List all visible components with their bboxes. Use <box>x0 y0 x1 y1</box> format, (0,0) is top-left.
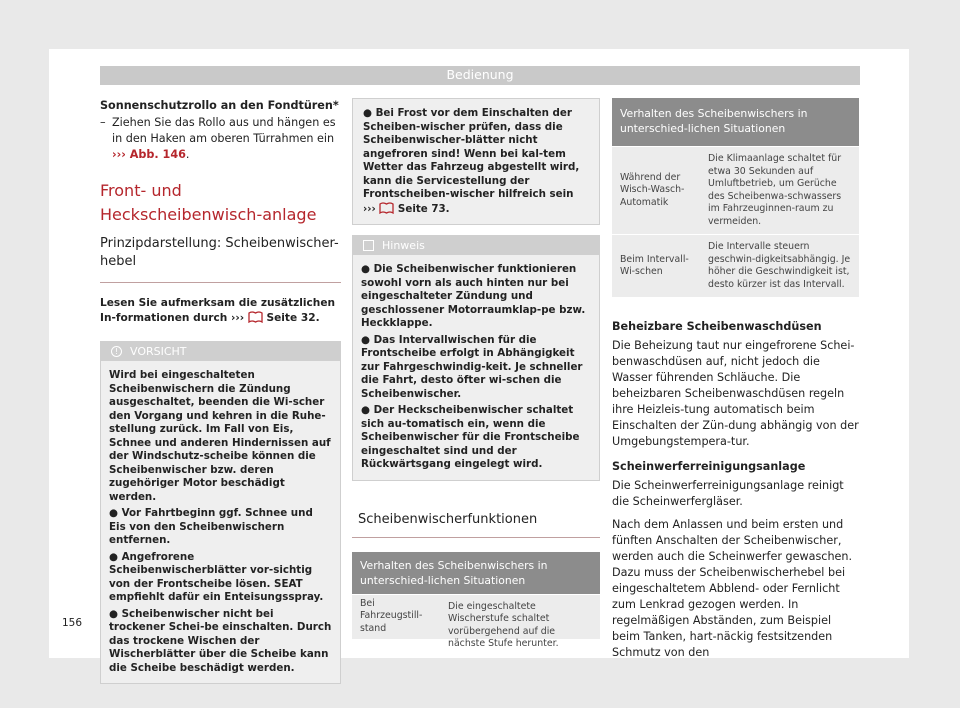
book-icon <box>379 202 394 214</box>
vorsicht-bullet: ● Scheibenwischer nicht bei trockener Schei-be einschalten. Durch das trockene Wischen der Wischerblätter über die Scheibe kann die Scheibe beschädigt werden. <box>109 607 332 674</box>
subsection-title: Prinzipdarstellung: Scheibenwischer-hebel <box>100 235 341 283</box>
table-cell-situation: Während der Wisch-Wasch-Automatik <box>620 171 685 208</box>
heated-nozzles-heading: Beheizbare Scheibenwaschdüsen <box>612 320 822 333</box>
hinweis-bullet: ● Die Scheibenwischer funktionieren sowohl vorn als auch hinten nur bei eingeschalteter Zündung und geschlossener Motorraumklap-pe bzw. Heckklappe. <box>361 263 586 329</box>
page-ref-link[interactable]: Seite 32 <box>266 312 316 324</box>
vorsicht-header <box>101 342 340 361</box>
header-title: Bedienung <box>446 67 514 82</box>
sunshade-heading: Sonnenschutzrollo an den Fondtüren* <box>100 99 339 112</box>
ref-period: . <box>445 202 450 215</box>
intro-text-body: Lesen Sie aufmerksam die zusätzlichen In-formationen durch ››› <box>100 297 336 324</box>
column-right <box>612 98 859 661</box>
exclamation-icon: ! <box>111 346 122 357</box>
vorsicht-bullet: ● Vor Fahrtbeginn ggf. Schnee und Eis von den Scheibenwischern entfernen. <box>109 507 313 546</box>
intro-text <box>100 296 341 326</box>
hinweis-header <box>353 236 599 255</box>
book-icon <box>248 311 263 323</box>
table-header: Verhalten des Scheibenwischers in unterschied-lichen Situationen <box>612 98 859 146</box>
table-cell-behavior: Die Intervalle steuern geschwin-digkeitsabhängig. Je höher die Geschwindigkeit ist, desto kürzer ist das Intervall. <box>708 241 851 290</box>
hinweis-bullet: ● Der Heckscheibenwischer schaltet sich au-tomatisch ein, wenn die Scheibenwischer für die Frontscheibe eingeschaltet sind und der Rückwärtsgang eingelegt wird. <box>361 404 580 470</box>
frost-warning-box <box>352 98 600 225</box>
sunshade-text: Ziehen Sie das Rollo aus und hängen es in den Haken am oberen Türrahmen ein <box>112 116 336 145</box>
headlamp-washer-text: Nach dem Anlassen und beim ersten und fünften Anschalten der Scheibenwischer, werden auch die Scheinwerfer gewaschen. Dazu muss der Scheibenwischerhebel bei eingeschaltetem Abblend- oder Fernlicht zum Lenkrad gezogen werden. In regelmäßigen Abständen, zum Beispiel beim Tanken, hart-näckig festsitzenden Schmutz von den <box>612 518 853 659</box>
vorsicht-label: VORSICHT <box>130 345 187 358</box>
wiper-behavior-table <box>352 552 600 649</box>
page-ref-link[interactable]: Seite 73 <box>397 202 446 215</box>
table-row <box>612 146 859 234</box>
frost-text: ● Bei Frost vor dem Einschalten der Scheiben-wischer prüfen, dass die Scheibenwischer-blätter nicht angefroren sind! Wenn bei kal-tem Wetter das Fahrzeug abgestellt wird, kann die Servicestellung der Frontscheiben-wischer hilfreich sein ››› <box>363 107 580 215</box>
page-number: 156 <box>62 617 83 629</box>
column-left <box>100 98 341 684</box>
table-header: Verhalten des Scheibenwischers in unterschied-lichen Situationen <box>352 552 600 594</box>
column-middle <box>352 98 600 649</box>
table-cell-situation: Bei Fahrzeugstill-stand <box>360 597 423 634</box>
header-bar <box>100 66 860 85</box>
vorsicht-box <box>100 341 341 684</box>
vorsicht-bullet: ● Angefrorene Scheibenwischerblätter vor-sichtig von der Frontscheibe lösen. SEAT empfiehlt dafür ein Enteisungsspray. <box>109 550 324 603</box>
headlamp-washer-heading: Scheinwerferreinigungsanlage <box>612 460 806 473</box>
ref-period: . <box>185 148 190 161</box>
vorsicht-paragraph: Wird bei eingeschalteten Scheibenwischern die Zündung ausgeschaltet, beenden die Wi-scher den Vorgang und kehren in die Ruhe-stellung zurück. Im Fall von Eis, Schnee und anderen Hindernissen auf der Windschutz-scheibe können die Scheibenwischer bzw. deren zugehöriger Motor beschädigt werden. <box>109 369 331 503</box>
sunshade-step <box>100 115 341 163</box>
figure-ref-link[interactable]: ››› Abb. 146 <box>112 148 186 161</box>
heated-nozzles-text: Die Beheizung taut nur eingefrorene Schei-benwaschdüsen auf, nicht jedoch die Wasser führenden Schläuche. Die beheizbaren Scheibenwaschdüsen regeln ihre Heizleis-tung automatisch beim Einschalten der Zün-dung abhängig von der Umgebungstempera-tur. <box>612 339 859 448</box>
vorsicht-body <box>101 361 340 683</box>
table-row <box>352 594 600 649</box>
info-icon <box>363 240 374 251</box>
table-cell-behavior: Die Klimaanlage schaltet für etwa 30 Sekunden auf Umluftbetrieb, um Gerüche des Scheibenwa-schwassers im Fahrzeuginnen-raum zu vermeiden. <box>708 153 842 227</box>
table-cell-situation: Beim Intervall-Wi-schen <box>620 253 689 277</box>
table-cell-behavior: Die eingeschaltete Wischerstufe schaltet vorübergehend auf die nächste Stufe herunter. <box>448 600 559 649</box>
hinweis-body <box>353 255 599 480</box>
hinweis-bullet: ● Das Intervallwischen für die Frontscheibe erfolgt in Abhängigkeit zur Fahrgeschwindig-keit. Je schneller die Fahrt, desto öfter wi-schen die Scheibenwischer. <box>361 333 583 400</box>
hinweis-label: Hinweis <box>382 239 425 252</box>
headlamp-washer-text: Die Scheinwerferreinigungsanlage reinigt die Scheinwerfergläser. <box>612 479 844 508</box>
table-row <box>612 234 859 297</box>
wiper-behavior-table-continued <box>612 98 859 297</box>
functions-section-title: Scheibenwischerfunktionen <box>352 511 600 538</box>
ref-period: . <box>315 312 320 324</box>
section-title: Front- und Heckscheibenwisch-anlage <box>100 181 317 224</box>
dash-marker: – <box>100 116 106 129</box>
sunshade-step-text <box>112 115 341 163</box>
hinweis-box <box>352 235 600 481</box>
